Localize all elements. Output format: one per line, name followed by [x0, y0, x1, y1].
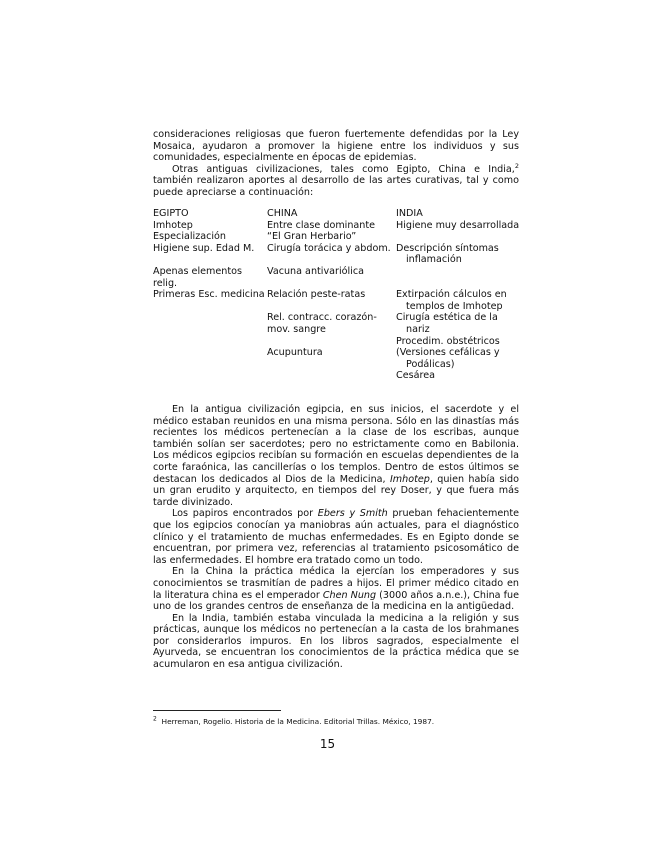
name-chen-nung: Chen Nung	[322, 589, 377, 601]
table-cell-egipto	[153, 370, 267, 382]
table-cell-india	[396, 370, 523, 382]
body-section	[153, 404, 519, 671]
table-cell-india	[396, 347, 523, 370]
footnote-divider	[153, 710, 281, 711]
table-cell-text: Entre clase dominante	[267, 219, 376, 231]
intro-paragraph-2-text-b: también realizaron aportes al desarrollo de las artes curativas, tal y como puede apreciarse a continuación:	[153, 175, 519, 198]
footnote-number: 2	[153, 715, 157, 723]
table-cell-china	[267, 243, 396, 266]
table-row	[153, 347, 523, 370]
table-row	[153, 231, 523, 243]
table-cell-text: Rel. contracc. corazón-mov. sangre	[267, 312, 377, 335]
table-cell-text: Apenas elementos relig.	[153, 265, 242, 289]
table-row	[153, 266, 523, 289]
intro-paragraph-1: consideraciones religiosas que fueron fuertemente defendidas por la Ley Mosaica, ayudaron a promover la higiene entre los individuos y sus comunidades, especialmente en épocas de epidemias.	[153, 129, 519, 164]
table-cell-egipto	[153, 336, 267, 348]
table-cell-text: “El Gran Herbario”	[267, 231, 357, 243]
intro-paragraph-2-text-a: Otras antiguas civilizaciones, tales como Egipto, China e India,	[172, 163, 515, 175]
table-cell-egipto	[153, 243, 267, 266]
table-cell-india	[396, 243, 523, 266]
header-india: INDIA	[396, 208, 423, 219]
table-cell-egipto	[153, 220, 267, 232]
table-cell-text: (Versiones cefálicas y Podálicas)	[396, 347, 500, 370]
table-cell-egipto	[153, 312, 267, 335]
civilizations-table	[153, 208, 523, 382]
table-cell-india	[396, 336, 523, 348]
footnote-reference: 2	[514, 161, 519, 170]
table-cell-china	[267, 336, 396, 348]
body-paragraph-india: En la India, también estaba vinculada la medicina a la religión y sus prácticas, aunque los médicos no pertenecían a la casta de los brahmanes por considerarlos impuros. En los libros sagrados, especialmente el Ayurveda, se encuentran los conocimientos de la práctica médica que se acumularon en esa antigua civilización.	[153, 612, 519, 671]
body-paragraph-papyri	[153, 508, 519, 566]
table-cell-india	[396, 266, 523, 289]
body-paragraph-egypt	[153, 404, 519, 508]
footnote-text: Herreman, Rogelio. Historia de la Medicina. Editorial Trillas. México, 1987.	[161, 717, 435, 726]
body-paragraph-china-text-a: En la China la práctica médica la ejercían los emperadores y sus conocimientos se trasmitían de padres a hijos. El primer médico citado en la literatura china es el emperador	[153, 566, 519, 601]
name-imhotep: Imhotep	[389, 473, 430, 485]
table-cell-text: Acupuntura	[267, 347, 323, 359]
table-cell-china	[267, 231, 396, 243]
footnote	[153, 717, 519, 726]
table-cell-text: Cesárea	[396, 370, 435, 382]
header-egipto: EGIPTO	[153, 208, 189, 219]
table-row	[153, 220, 523, 232]
body-paragraph-papyri-text-b: prueban fehacientemente que los egipcios conocían ya maniobras aún actuales, para el diagnóstico clínico y el tratamiento de muchas enfermedades. Es en Egipto donde se encuentran, por primera vez, referencias al tratamiento psicosomático de las enfermedades. El hombre era tratado como un todo.	[153, 508, 519, 566]
table-cell-china	[267, 347, 396, 370]
table-cell-egipto	[153, 231, 267, 243]
page-number: 15	[319, 737, 336, 751]
table-cell-china	[267, 266, 396, 289]
table-cell-text: Higiene muy desarrollada	[396, 219, 520, 231]
table-cell-text: Primeras Esc. medicina	[153, 289, 265, 301]
table-cell-text: Imhotep	[153, 219, 193, 231]
header-china: CHINA	[267, 208, 298, 219]
body-paragraph-papyri-text-a: Los papiros encontrados por	[172, 508, 318, 520]
table-cell-text: Extirpación cálculos en templos de Imhotep	[396, 289, 507, 312]
body-paragraph-egypt-text-a: En la antigua civilización egipcia, en sus inicios, el sacerdote y el médico estaban reunidos en una misma persona. Sólo en las dinastías más recientes los médicos pertenecían a la clase de los escribas, aunque también solían ser sacerdotes; pero no estrictamente como en Babilonia. Los médicos egipcios recibían su formación en escuelas dependientes de la corte faraónica, las cancillerías o los templos. Dentro de estos últimos se destacan los dedicados al Dios de la Medicina,	[153, 404, 519, 485]
table-cell-china	[267, 312, 396, 335]
table-cell-text: Cirugía estética de la nariz	[396, 312, 498, 335]
table-cell-text: Vacuna antivariólica	[267, 265, 364, 277]
table-cell-china	[267, 289, 396, 312]
table-row	[153, 370, 523, 382]
table-cell-text: Especialización	[153, 231, 227, 243]
table-row	[153, 289, 523, 312]
table-row	[153, 336, 523, 348]
body-paragraph-china	[153, 566, 519, 612]
table-header-row	[153, 208, 523, 220]
intro-section	[153, 129, 519, 199]
body-paragraph-china-text-b: (3000 años a.n.e.), China fue uno de los grandes centros de enseñanza de la medicina en la antigüedad.	[153, 589, 519, 613]
table-cell-india	[396, 312, 523, 335]
table-cell-egipto	[153, 347, 267, 370]
table-row	[153, 243, 523, 266]
table-cell-egipto	[153, 266, 267, 289]
table-cell-india	[396, 289, 523, 312]
body-paragraph-egypt-text-b: , quien había sido un gran erudito y arquitecto, en tiempos del rey Doser, y que fuera más tarde divinizado.	[153, 473, 520, 508]
table-cell-india	[396, 231, 523, 243]
table-cell-text: Relación peste-ratas	[267, 289, 366, 301]
intro-paragraph-2	[153, 161, 519, 199]
table-cell-china	[267, 370, 396, 382]
table-cell-egipto	[153, 289, 267, 312]
table-cell-china	[267, 220, 396, 232]
table-cell-text: Procedim. obstétricos	[396, 335, 500, 347]
table-cell-text: Cirugía torácica y abdom.	[267, 242, 391, 254]
table-cell-text: Higiene sup. Edad M.	[153, 242, 255, 254]
table-cell-text: Descripción síntomas inflamación	[396, 242, 499, 266]
table-cell-india	[396, 220, 523, 232]
table-row	[153, 312, 523, 335]
name-ebers-smith: Ebers y Smith	[317, 508, 388, 520]
